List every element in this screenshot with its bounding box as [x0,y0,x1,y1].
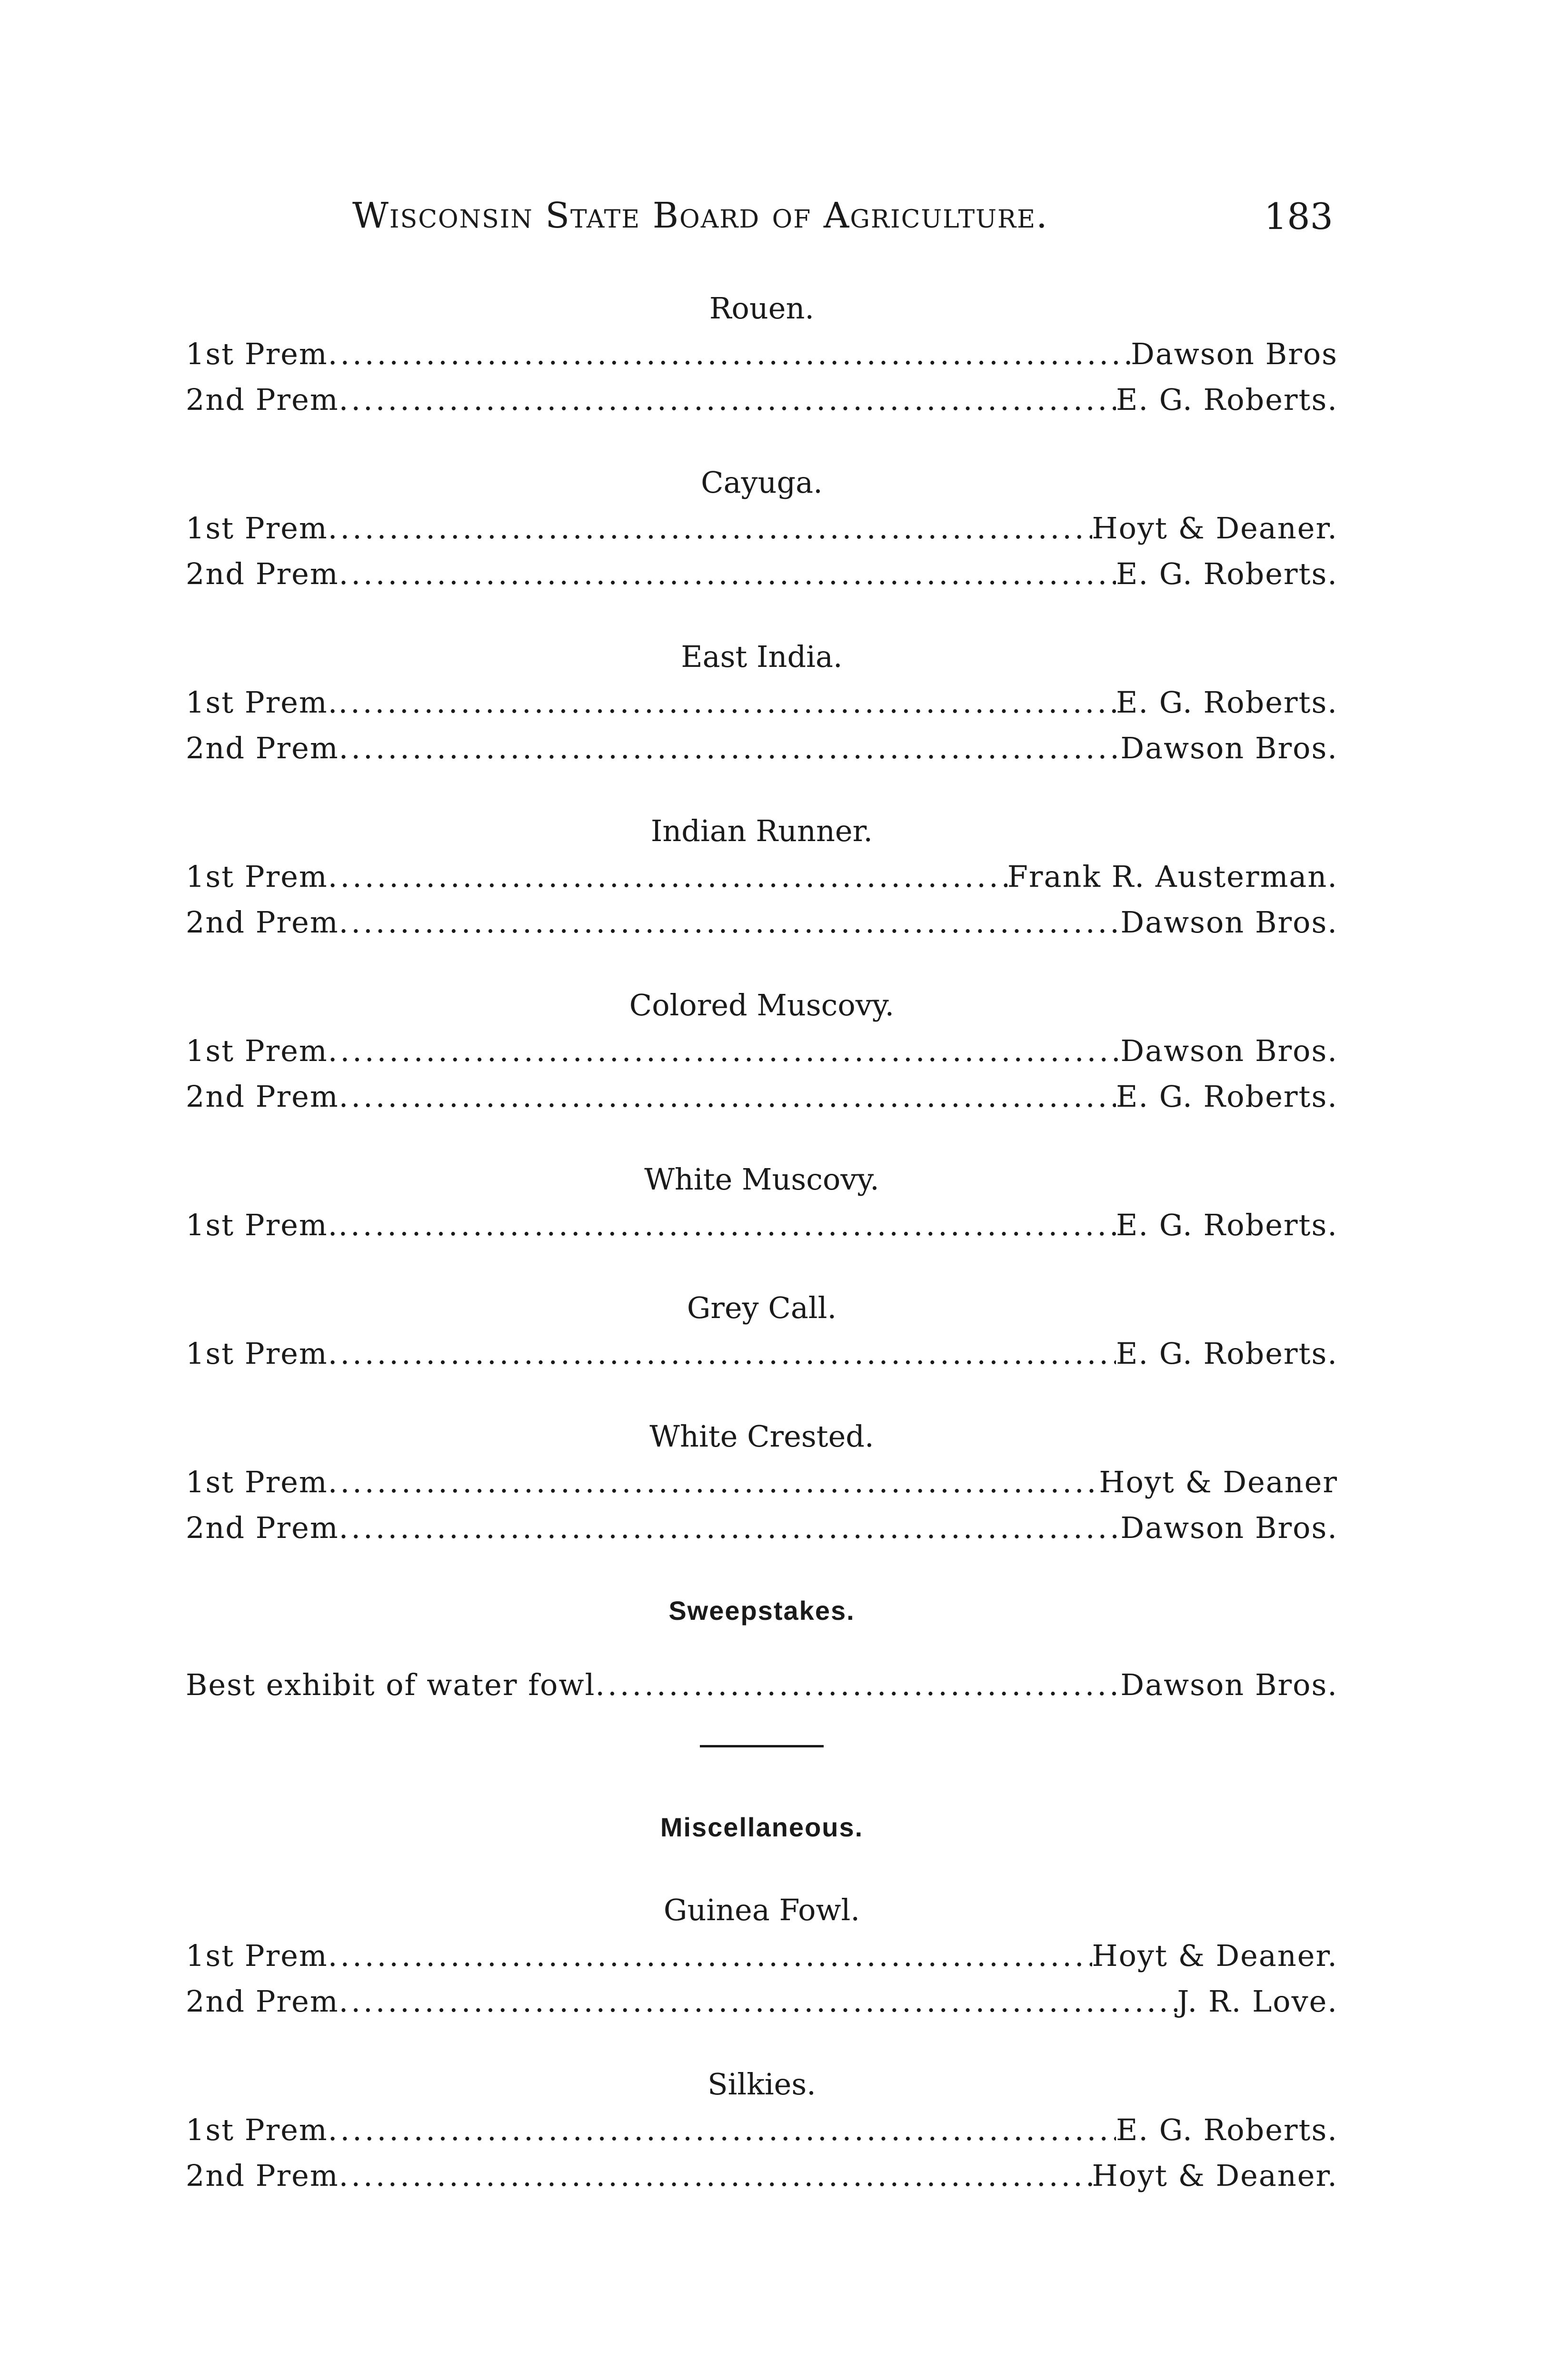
premium-label: 2nd Prem [186,2158,339,2193]
premium-entry [186,506,1338,551]
section-title: White Muscovy. [644,1162,879,1197]
premium-entry [186,551,1338,597]
premium-list [186,286,1338,2236]
premium-label: 1st Prem [186,1033,328,1068]
premium-winner: E. G. Roberts. [1116,1079,1338,1114]
class-section [186,634,1338,771]
premium-label: 1st Prem [186,859,328,894]
section-title: Sweepstakes. [668,1596,855,1626]
premium-label: 1st Prem [186,511,328,545]
section-title: East India. [681,639,843,674]
premium-winner: Dawson Bros. [1120,905,1338,940]
premium-label: 1st Prem. [186,1208,339,1242]
sweepstakes-section [186,1588,1338,1708]
dot-leader [338,680,1116,725]
premium-entry [186,331,1338,377]
premium-entry [186,1202,1338,1248]
premium-winner: Dawson Bros. [1120,1510,1338,1545]
class-section [186,1157,1338,1248]
section-divider [700,1745,824,1747]
class-section [186,460,1338,597]
premium-entry [186,2107,1338,2153]
class-section [186,1887,1338,2024]
page-number: 183 [1264,195,1333,238]
premium-label: 1st Prem [186,1336,328,1371]
premium-label: 1st Prem [186,337,328,371]
premium-winner: Dawson Bros. [1120,1667,1338,1702]
premium-winner: E. G. Roberts. [1116,685,1338,720]
premium-label: 1st Prem [186,2112,328,2147]
premium-winner: Hoyt & Deaner. [1092,2158,1338,2193]
premium-label: Best exhibit of water fowl [186,1667,596,1702]
premium-label: 2nd Prem [186,1984,339,2019]
class-section [186,286,1338,423]
miscellaneous-heading [186,1805,1338,1850]
premium-winner: J. R. Love. [1177,1984,1338,2019]
premium-entry [186,680,1338,725]
premium-entry [186,1074,1338,1120]
premium-entry [186,1505,1338,1551]
dot-leader [339,900,1121,945]
premium-winner: E. G. Roberts. [1116,1336,1338,1371]
premium-label: 2nd Prem [186,556,339,591]
premium-label: 2nd Prem [186,731,339,765]
dot-leader [595,1662,1120,1708]
section-title: White Crested. [649,1419,874,1454]
premium-winner: Hoyt & Deaner. [1092,1938,1338,1973]
premium-entry [186,1662,1338,1708]
premium-label: 2nd Prem [186,905,339,940]
premium-entry [186,900,1338,945]
dot-leader [328,854,1007,900]
premium-entry [186,1331,1338,1377]
section-title: Rouen. [709,291,815,326]
section-title: Cayuga. [701,465,823,500]
section-title: Silkies. [707,2067,816,2102]
water-fowl-classes [186,286,1338,1551]
dot-leader [339,1074,1116,1120]
premium-label: 1st Prem [186,1465,328,1499]
dot-leader [328,1459,1099,1505]
dot-leader [338,1202,1116,1248]
premium-winner: Dawson Bros. [1120,731,1338,765]
running-head [352,195,1333,248]
section-title: Guinea Fowl. [663,1893,860,1927]
premium-entry [186,854,1338,900]
dot-leader [328,331,1131,377]
premium-entry [186,1979,1338,2024]
premium-winner: Frank R. Austerman. [1007,859,1338,894]
premium-entry [186,1028,1338,1074]
page-header-title: Wisconsin State Board of Agriculture. [352,195,1048,236]
dot-leader [328,2107,1116,2153]
class-section [186,808,1338,945]
premium-entry [186,1459,1338,1505]
entry-list [186,1662,1338,1708]
dot-leader [339,2153,1092,2199]
dot-leader [339,377,1116,423]
premium-entry [186,2153,1338,2199]
premium-label: 1st Prem [186,1938,328,1973]
miscellaneous-classes [186,1887,1338,2199]
dot-leader [328,1933,1092,1979]
premium-winner: E. G. Roberts. [1116,382,1338,417]
premium-entry [186,377,1338,423]
premium-label: 2nd Prem [186,382,339,417]
section-title: Grey Call. [687,1290,837,1325]
premium-label: 1st Prem. [186,685,339,720]
premium-winner: Hoyt & Deaner. [1092,511,1338,545]
dot-leader [328,1028,1121,1074]
section-title: Indian Runner. [650,813,873,848]
class-section [186,1285,1338,1377]
premium-winner: E. G. Roberts. [1116,2112,1338,2147]
premium-label: 2nd Prem [186,1079,339,1114]
dot-leader [339,725,1121,771]
dot-leader [339,551,1116,597]
class-section [186,1414,1338,1551]
dot-leader [328,1331,1116,1377]
section-title: Colored Muscovy. [629,988,895,1022]
premium-label: 2nd Prem [186,1510,339,1545]
dot-leader [339,1979,1177,2024]
class-section [186,2062,1338,2199]
premium-winner: Hoyt & Deaner [1099,1465,1338,1499]
premium-winner: Dawson Bros [1131,337,1338,371]
section-title: Miscellaneous. [660,1812,864,1842]
premium-winner: E. G. Roberts. [1116,1208,1338,1242]
premium-winner: E. G. Roberts. [1116,556,1338,591]
premium-entry [186,725,1338,771]
premium-entry [186,1933,1338,1979]
class-section [186,982,1338,1120]
dot-leader [339,1505,1121,1551]
premium-winner: Dawson Bros. [1120,1033,1338,1068]
dot-leader [328,506,1092,551]
spacer [186,1634,1338,1662]
